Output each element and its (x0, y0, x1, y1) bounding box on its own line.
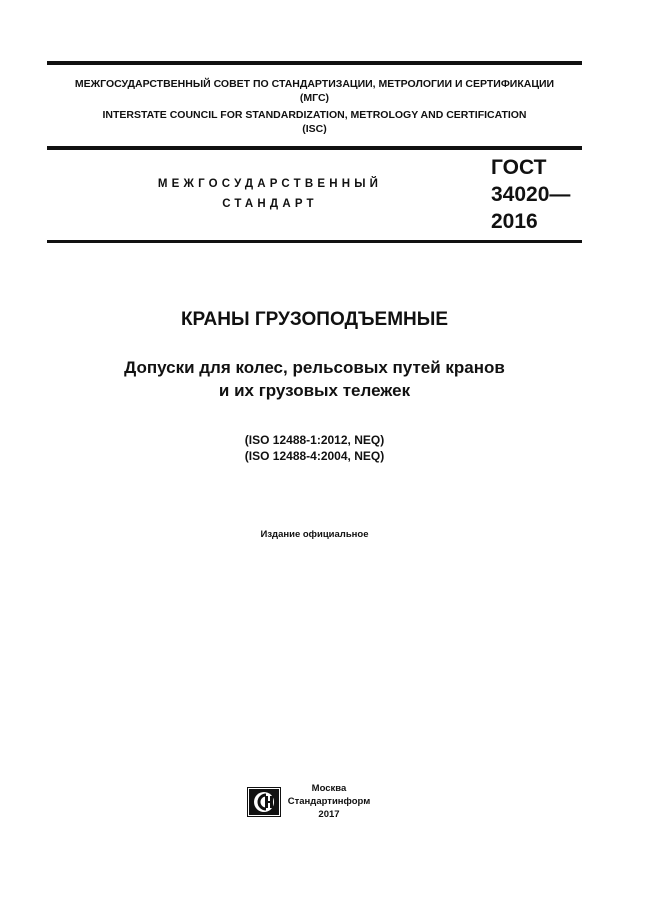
council-name-ru (47, 77, 582, 105)
standartinform-logo-icon (247, 787, 281, 817)
council-name-en-line1: INTERSTATE COUNCIL FOR STANDARDIZATION, METROLOGY AND CERTIFICATION (102, 109, 527, 121)
gost-year: 2016 (491, 210, 538, 233)
iso-reference: (ISO 12488-1:2012, NEQ) (244, 433, 385, 447)
council-name-ru-line1: МЕЖГОСУДАРСТВЕННЫЙ СОВЕТ ПО СТАНДАРТИЗАЦИИ, МЕТРОЛОГИИ И СЕРТИФИКАЦИИ (74, 78, 555, 90)
publisher-city: Москва (311, 783, 347, 794)
gost-number: 34020— (491, 183, 571, 206)
publication-year: 2017 (318, 809, 340, 820)
header-rule (47, 146, 582, 150)
publisher-imprint (284, 782, 374, 821)
subtitle-line1: Допуски для колес, рельсовых путей кранов (124, 358, 505, 377)
designation-rule (47, 240, 582, 243)
standard-type-line2: СТАНДАРТ (222, 198, 318, 210)
document-subtitle (47, 356, 582, 402)
gost-prefix: ГОСТ (491, 156, 547, 179)
document-title: КРАНЫ ГРУЗОПОДЪЕМНЫЕ (180, 309, 449, 330)
standard-type-line1: МЕЖГОСУДАРСТВЕННЫЙ (157, 178, 383, 190)
council-abbr-ru: (МГС) (299, 92, 330, 104)
gost-designation (491, 154, 570, 235)
council-name-en (47, 108, 582, 136)
iso-reference: (ISO 12488-4:2004, NEQ) (244, 449, 385, 463)
edition-note: Издание официальное (260, 529, 369, 540)
top-rule (47, 61, 582, 65)
publisher-name: Стандартинформ (287, 796, 371, 807)
council-abbr-en: (ISC) (302, 123, 327, 135)
subtitle-line2: и их грузовых тележек (218, 381, 411, 400)
iso-references (47, 432, 582, 464)
